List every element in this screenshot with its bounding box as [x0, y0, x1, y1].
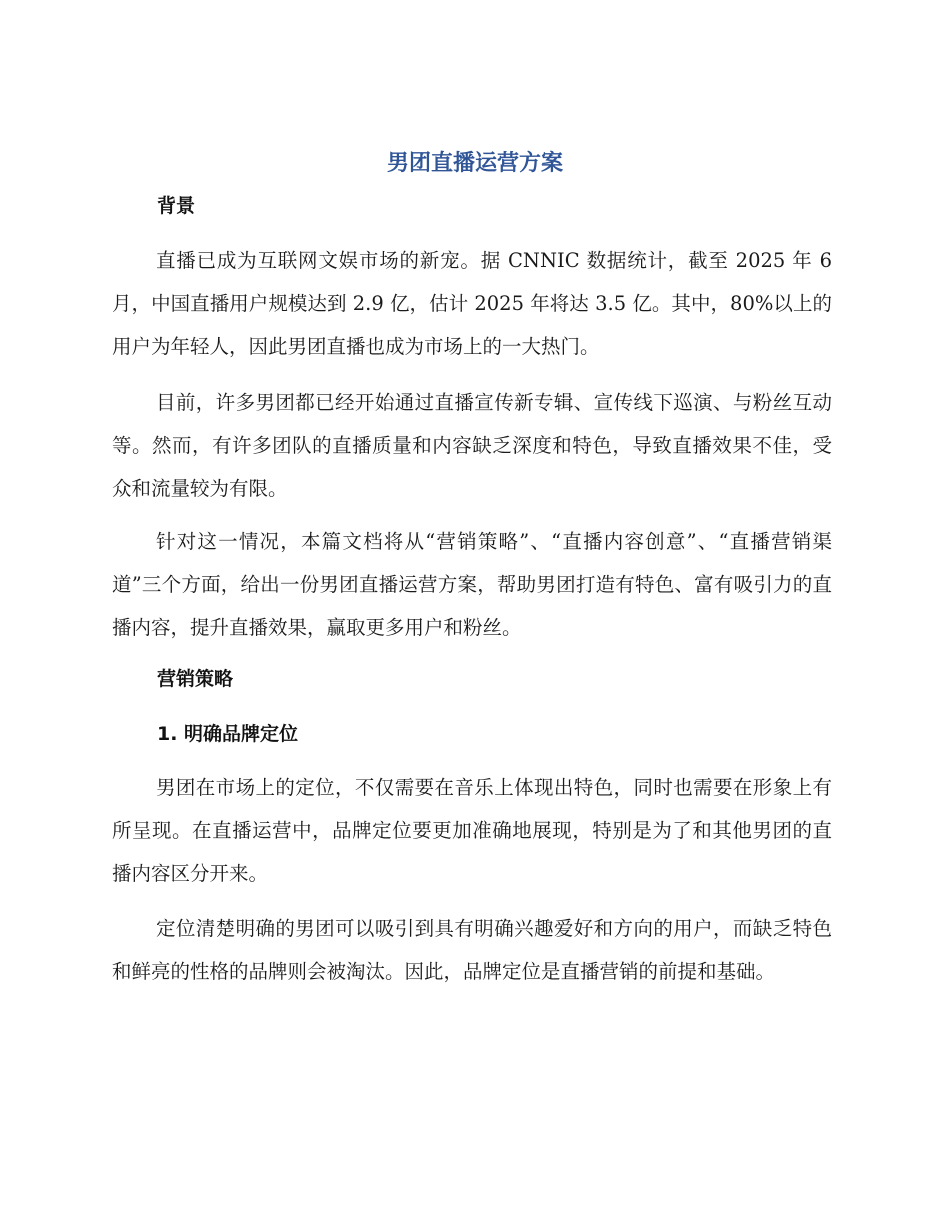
paragraph-brand-2: 定位清楚明确的男团可以吸引到具有明确兴趣爱好和方向的用户，而缺乏特色和鲜亮的性格的品牌则会被淘汰。因此，品牌定位是直播营销的前提和基础。 — [112, 917, 832, 983]
document-title: 男团直播运营方案 — [386, 151, 563, 176]
section-heading-marketing: 营销策略 — [157, 668, 234, 690]
subsection-heading-brand: 1. 明确品牌定位 — [157, 723, 299, 745]
section-heading-background: 背景 — [157, 195, 196, 217]
paragraph-background-2: 目前，许多男团都已经开始通过直播宣传新专辑、宣传线下巡演、与粉丝互动等。然而，有许多团队的直播质量和内容缺乏深度和特色，导致直播效果不佳，受众和流量较为有限。 — [112, 391, 832, 500]
paragraph-background-3: 针对这一情况，本篇文档将从“营销策略”、“直播内容创意”、“直播营销渠道”三个方面，给出一份男团直播运营方案，帮助男团打造有特色、富有吸引力的直播内容，提升直播效果，赢取更多用户和粉丝。 — [112, 530, 832, 639]
paragraph-background-1: 直播已成为互联网文娱市场的新宠。据 CNNIC 数据统计，截至 2025 年 6 月，中国直播用户规模达到 2.9 亿，估计 2025 年将达 3.5 亿。其中，80%以上的用户为年轻人，因此男团直播也成为市场上的一大热门。 — [112, 249, 832, 358]
paragraph-brand-1: 男团在市场上的定位，不仅需要在音乐上体现出特色，同时也需要在形象上有所呈现。在直播运营中，品牌定位要更加准确地展现，特别是为了和其他男团的直播内容区分开来。 — [112, 776, 832, 885]
